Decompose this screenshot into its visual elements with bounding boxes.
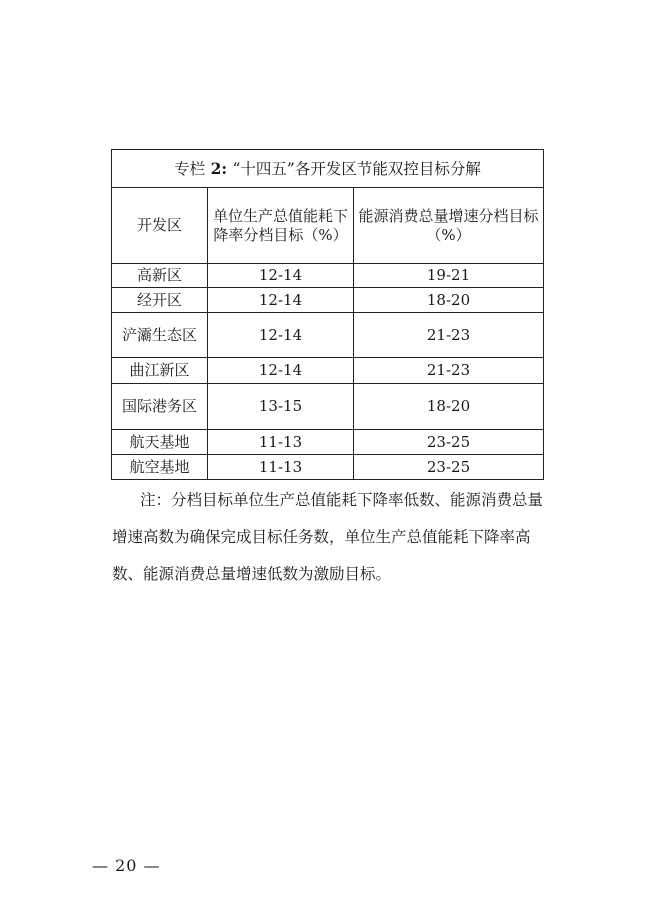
page-number: — 20 — (92, 856, 161, 875)
zone-cell: 航天基地 (112, 430, 208, 455)
intensity-cell: 11-13 (208, 430, 354, 455)
table-row (112, 384, 544, 430)
zone-cell: 国际港务区 (112, 384, 208, 430)
growth-cell: 21-23 (354, 313, 544, 358)
zone-cell: 曲江新区 (112, 358, 208, 384)
table-row (112, 358, 544, 384)
table-row (112, 288, 544, 313)
zone-cell: 经开区 (112, 288, 208, 313)
intensity-cell: 12-14 (208, 313, 354, 358)
zone-cell: 浐灞生态区 (112, 313, 208, 358)
header-growth: 能源消费总量增速分档目标（%） (354, 188, 544, 264)
table-row (112, 430, 544, 455)
intensity-cell: 13-15 (208, 384, 354, 430)
zone-cell: 航空基地 (112, 455, 208, 480)
growth-cell: 19-21 (354, 264, 544, 288)
table-row (112, 264, 544, 288)
header-intensity: 单位生产总值能耗下降率分档目标（%） (208, 188, 354, 264)
growth-cell: 23-25 (354, 455, 544, 480)
growth-cell: 18-20 (354, 288, 544, 313)
table-row (112, 455, 544, 480)
intensity-cell: 12-14 (208, 358, 354, 384)
table-row (112, 313, 544, 358)
zone-cell: 高新区 (112, 264, 208, 288)
intensity-cell: 12-14 (208, 264, 354, 288)
table-note: 注：分档目标单位生产总值能耗下降率低数、能源消费总量增速高数为确保完成目标任务数，单位生产总值能耗下降率高数、能源消费总量增速低数为激励目标。 (112, 491, 544, 583)
growth-cell: 18-20 (354, 384, 544, 430)
intensity-cell: 12-14 (208, 288, 354, 313)
table-title: 专栏 2: “十四五”各开发区节能双控目标分解 (112, 150, 544, 188)
intensity-cell: 11-13 (208, 455, 354, 480)
header-zone: 开发区 (112, 188, 208, 264)
growth-cell: 23-25 (354, 430, 544, 455)
targets-table (111, 149, 544, 480)
growth-cell: 21-23 (354, 358, 544, 384)
